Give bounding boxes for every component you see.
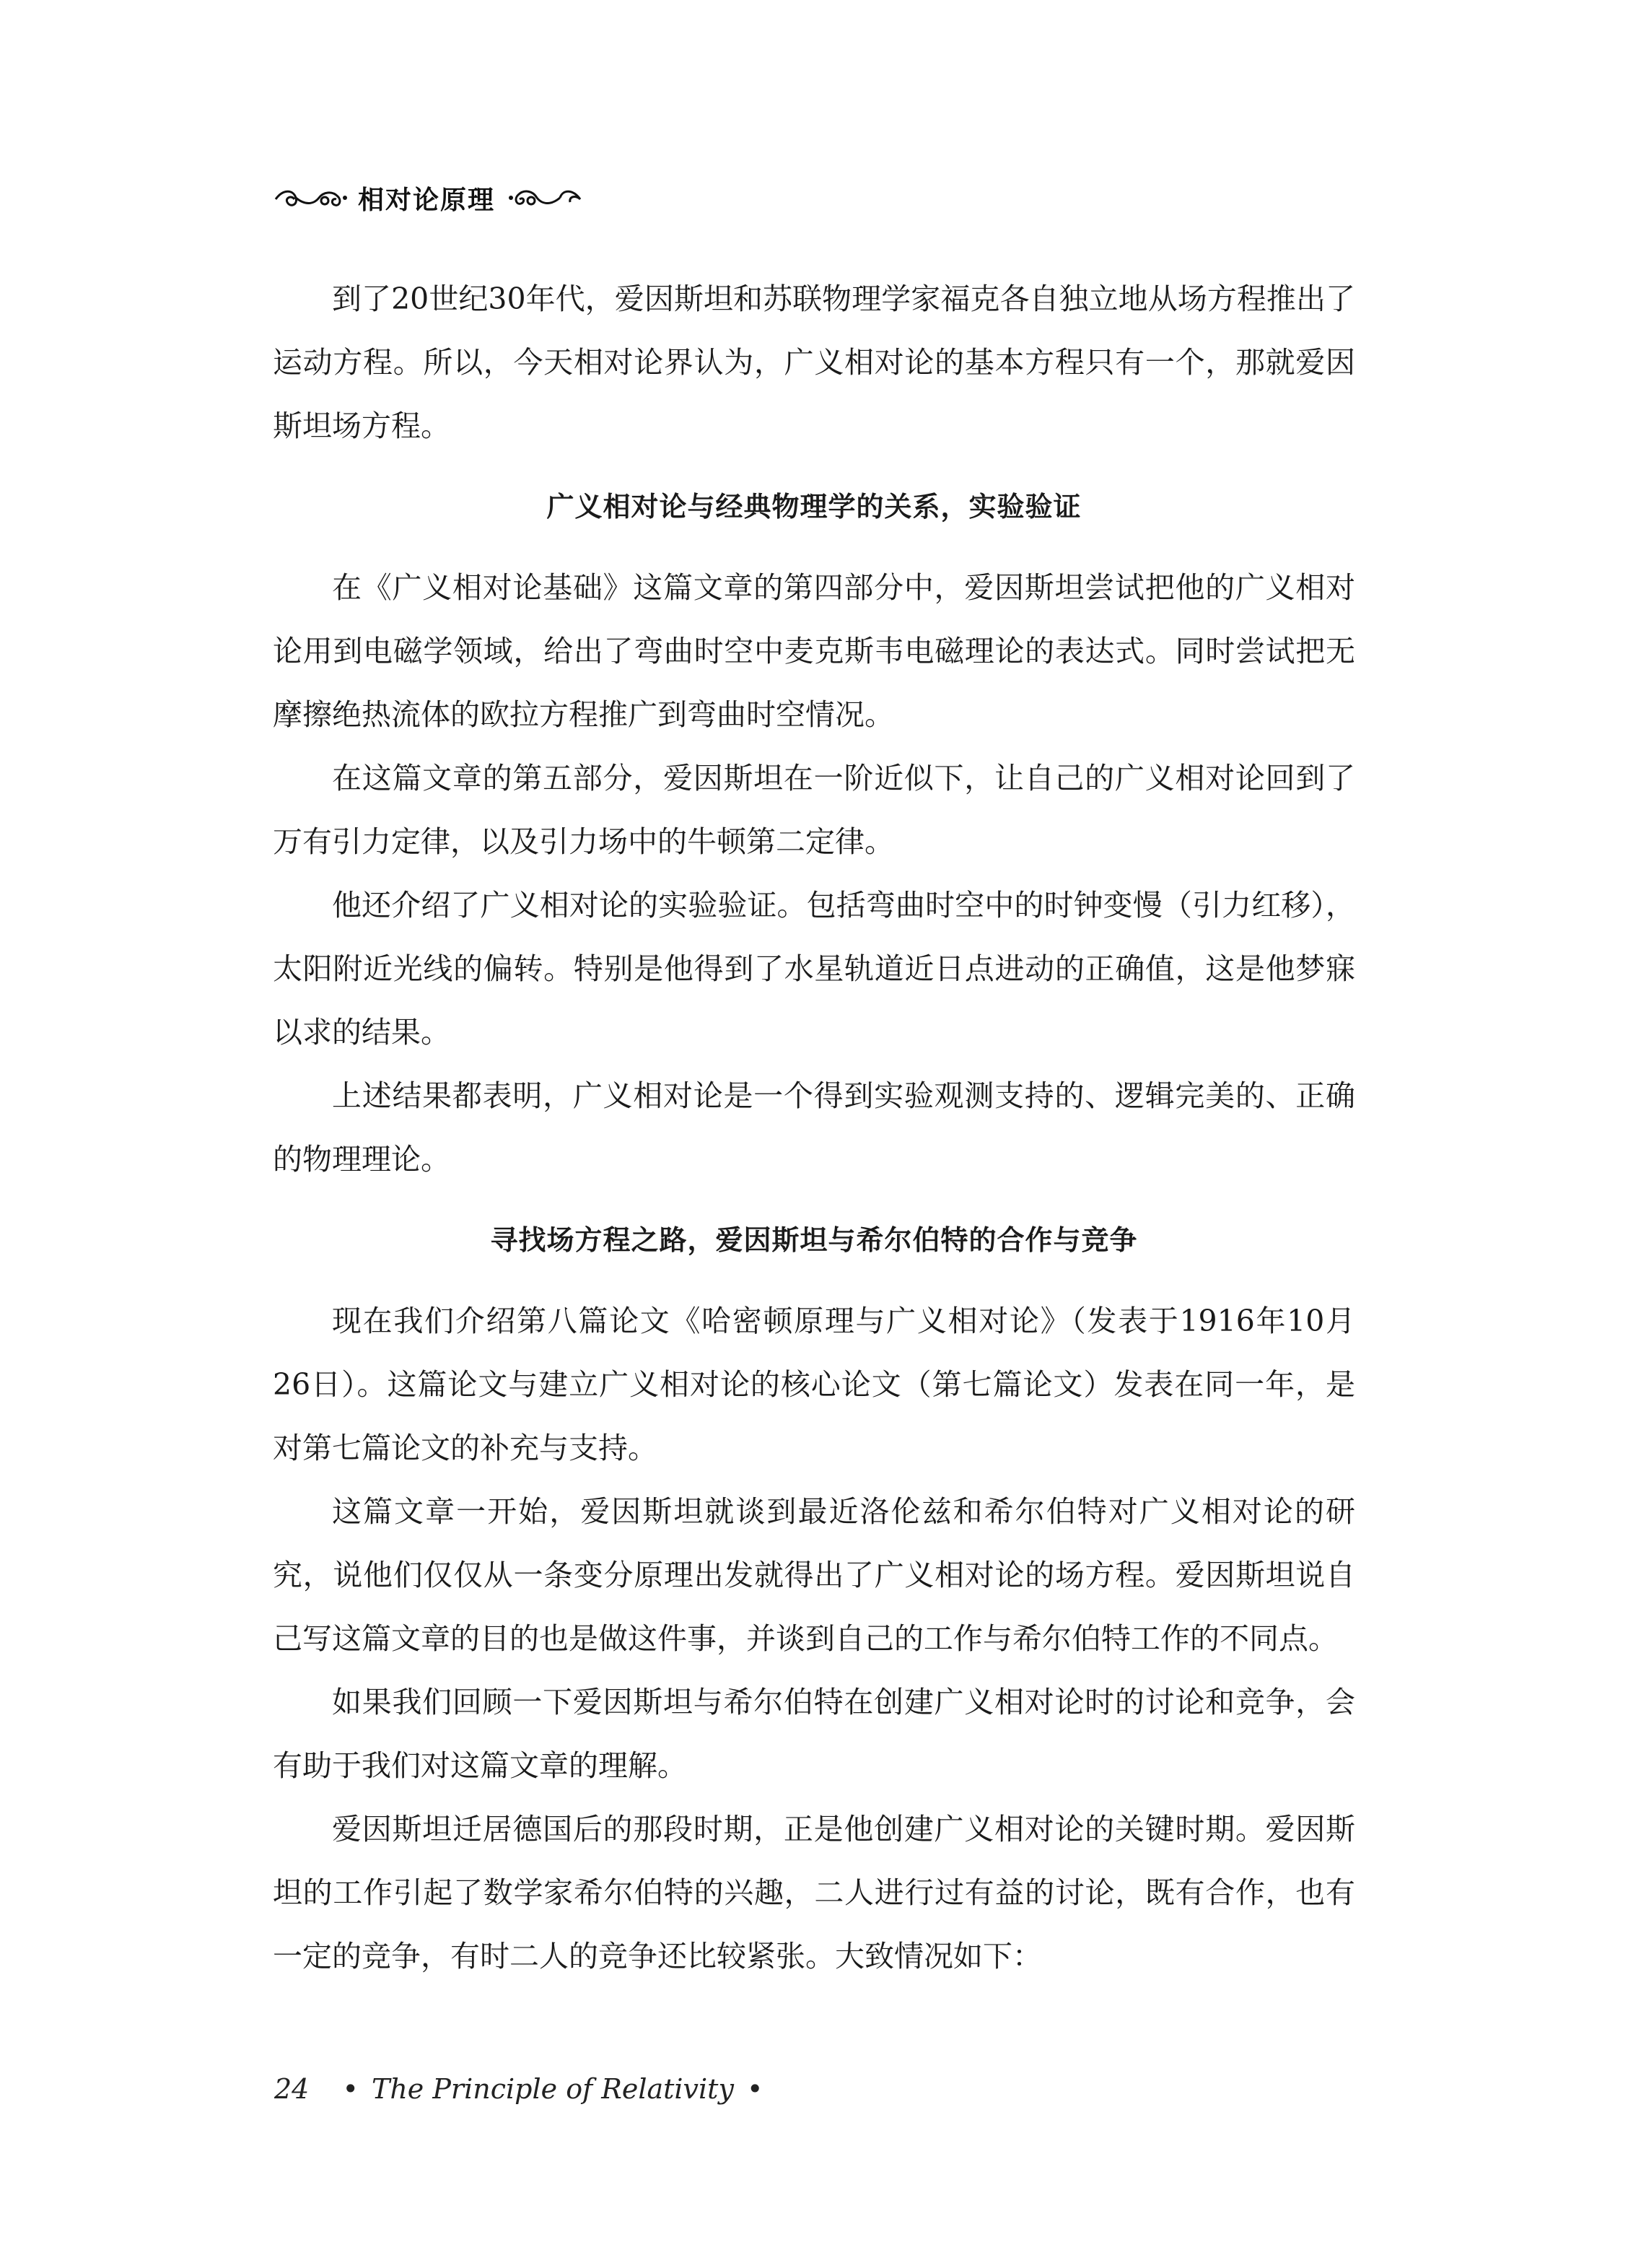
footer-book-title: The Principle of Relativity	[371, 2073, 734, 2105]
footer-bullet: •	[342, 2073, 359, 2105]
body-text	[273, 267, 1355, 1988]
paragraph: 在这篇文章的第五部分，爱因斯坦在一阶近似下，让自己的广义相对论回到了万有引力定律，以及引力场中的牛顿第二定律。	[273, 761, 1355, 859]
paragraph: 他还介绍了广义相对论的实验验证。包括弯曲时空中的时钟变慢（引力红移），太阳附近光线的偏转。特别是他得到了水星轨道近日点进动的正确值，这是他梦寐以求的结果。	[273, 888, 1355, 1050]
paragraph: 到了20世纪30年代，爱因斯坦和苏联物理学家福克各自独立地从场方程推出了运动方程。所以，今天相对论界认为，广义相对论的基本方程只有一个，那就爱因斯坦场方程。	[273, 282, 1355, 443]
running-footer	[274, 2073, 767, 2105]
footer-bullet: •	[747, 2073, 763, 2105]
paragraph: 在《广义相对论基础》这篇文章的第四部分中，爱因斯坦尝试把他的广义相对论用到电磁学领域，给出了弯曲时空中麦克斯韦电磁理论的表达式。同时尝试把无摩擦绝热流体的欧拉方程推广到弯曲时空情况。	[273, 570, 1355, 732]
page-number: 24	[274, 2073, 310, 2105]
paragraph: 爱因斯坦迁居德国后的那段时期，正是他创建广义相对论的关键时期。爱因斯坦的工作引起了数学家希尔伯特的兴趣，二人进行过有益的讨论，既有合作，也有一定的竞争，有时二人的竞争还比较紧张。大致情况如下：	[273, 1812, 1355, 1973]
section-heading: 广义相对论与经典物理学的关系，实验验证	[546, 491, 1082, 523]
running-header-title: 相对论原理	[358, 185, 496, 215]
paragraph: 这篇文章一开始，爱因斯坦就谈到最近洛伦兹和希尔伯特对广义相对论的研究，说他们仅仅从一条变分原理出发就得出了广义相对论的场方程。爱因斯坦说自己写这篇文章的目的也是做这件事，并谈到自己的工作与希尔伯特工作的不同点。	[273, 1494, 1355, 1656]
paragraph: 上述结果都表明，广义相对论是一个得到实验观测支持的、逻辑完美的、正确的物理理论。	[273, 1078, 1355, 1177]
paragraph: 如果我们回顾一下爱因斯坦与希尔伯特在创建广义相对论时的讨论和竞争，会有助于我们对这篇文章的理解。	[273, 1685, 1355, 1783]
running-header	[273, 176, 583, 219]
paragraph: 现在我们介绍第八篇论文《哈密顿原理与广义相对论》（发表于1916年10月26日）。这篇论文与建立广义相对论的核心论文（第七篇论文）发表在同一年，是对第七篇论文的补充与支持。	[273, 1304, 1355, 1465]
section-heading: 寻找场方程之路，爱因斯坦与希尔伯特的合作与竞争	[490, 1224, 1138, 1256]
ornament-scroll-icon	[508, 183, 583, 212]
ornament-scroll-icon	[273, 183, 348, 212]
